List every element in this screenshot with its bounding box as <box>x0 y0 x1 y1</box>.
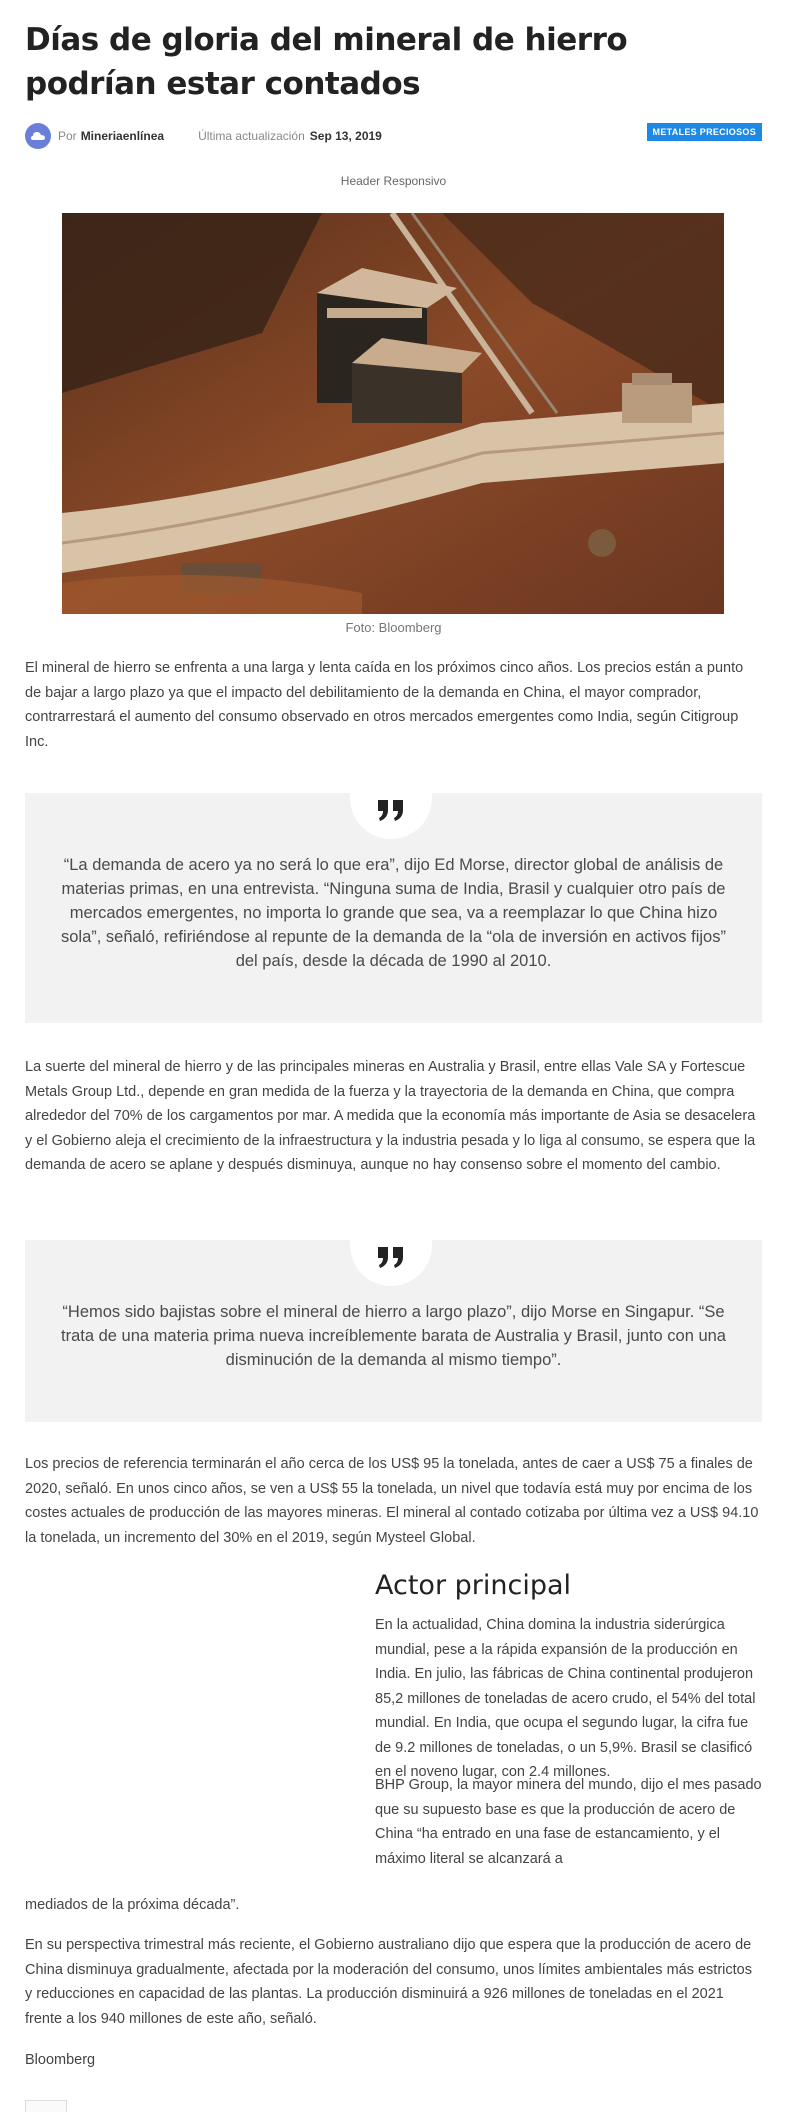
avatar-icon[interactable] <box>25 123 51 149</box>
blockquote-2 <box>25 1240 762 1422</box>
paragraph-2: La suerte del mineral de hierro y de las principales mineras en Australia y Brasil, entre ellas Vale SA y Fortescue Metals Group Ltd., depende en gran medida de la fuerza y la trayectoria de la demanda en China, que compra alrededor del 70% de los cargamentos por mar. A medida que la economía más importante de Asia se desacelera y el Gobierno aleja el crecimiento de la infraestructura y la industria pesada y lo liga al consumo, se espera que la demanda de acero se aplane y después disminuya, aunque no hay consenso sobre el momento del cambio. <box>25 1059 756 1173</box>
share-bar[interactable] <box>25 2100 67 2112</box>
paragraph-5-tail: mediados de la próxima década”. <box>25 1897 240 1913</box>
blockquote-1 <box>25 793 762 1023</box>
author-link[interactable]: Mineriaenlínea <box>80 129 165 143</box>
paragraph-4: En la actualidad, China domina la industria siderúrgica mundial, pese a la rápida expansión de la producción en India. En julio, las fábricas de China continental produjeron 85,2 millones de toneladas de acero crudo, el 54% del total mundial. En India, que ocupa el segundo lugar, la cifra fue de 9.2 millones de toneladas, o un 5,9%. Brasil se clasificó en el noveno lugar, con 2.4 millones. <box>375 1617 756 1780</box>
quote-text-1: “La demanda de acero ya no será lo que era”, dijo Ed Morse, director global de análisis de materias primas, en una entrevista. “Ninguna suma de India, Brasil y cualquier otro país de mercados emergentes, no importa lo grande que sea, va a reemplazar lo que China hizo sola”, señaló, refiriéndose al repunte de la demanda de la “ola de inversión en activos fijos” del país, desde la década de 1990 al 2010. <box>61 856 726 970</box>
by-label: Por <box>58 129 77 143</box>
image-caption: Foto: Bloomberg <box>345 620 442 635</box>
article-title: Días de gloria del mineral de hierro podrían estar contados <box>25 22 628 102</box>
hero-image <box>62 213 724 614</box>
paragraph-intro: El mineral de hierro se enfrenta a una larga y lenta caída en los próximos cinco años. Los precios están a punto de bajar a largo plazo ya que el impacto del debilitamiento de la demanda en China, el mayor comprador, contrarrestará el aumento del consumo observado en otros mercados emergentes como India, según Citigroup Inc. <box>25 660 744 750</box>
paragraph-6: En su perspectiva trimestral más reciente, el Gobierno australiano dijo que espera que la producción de acero de China disminuya gradualmente, afectada por la moderación del consumo, unos límites ambientales más estrictos y reducciones en capacidad de las plantas. La producción disminuirá a 926 millones de toneladas en el 2021 frente a los 940 millones de este año, señaló. <box>25 1937 752 2027</box>
quote-text-2: “Hemos sido bajistas sobre el mineral de hierro a largo plazo”, dijo Morse en Singapur. “Se trata de una materia prima nueva increíblemente barata de Australia y Brasil, junto con una disminución de la demanda al mismo tiempo”. <box>61 1303 726 1369</box>
quote-icon <box>350 781 432 839</box>
category-badge[interactable]: METALES PRECIOSOS <box>647 123 762 141</box>
paragraph-5: BHP Group, la mayor minera del mundo, dijo el mes pasado que su supuesto base es que la producción de acero de China “ha entrado en una fase de estancamiento, y el máximo literal se alcanzará a <box>375 1777 762 1867</box>
paragraph-3: Los precios de referencia terminarán el año cerca de los US$ 95 la tonelada, antes de caer a US$ 75 a finales de 2020, señaló. En unos cinco años, se ven a US$ 55 la tonelada, un nivel que todavía está muy por encima de los costes actuales de producción de las mayores mineras. El mineral al contado cotizaba por última vez a US$ 94.10 la tonelada, un incremento del 30% en el 2019, según Mysteel Global. <box>25 1456 759 1546</box>
publish-date: Sep 13, 2019 <box>309 129 382 143</box>
source-credit: Bloomberg <box>25 2052 96 2068</box>
updated-label: Última actualización <box>198 129 305 143</box>
article-meta <box>25 123 762 149</box>
quote-icon <box>350 1228 432 1286</box>
section-heading: Actor principal <box>375 1570 572 1601</box>
header-placeholder: Header Responsivo <box>340 174 447 188</box>
